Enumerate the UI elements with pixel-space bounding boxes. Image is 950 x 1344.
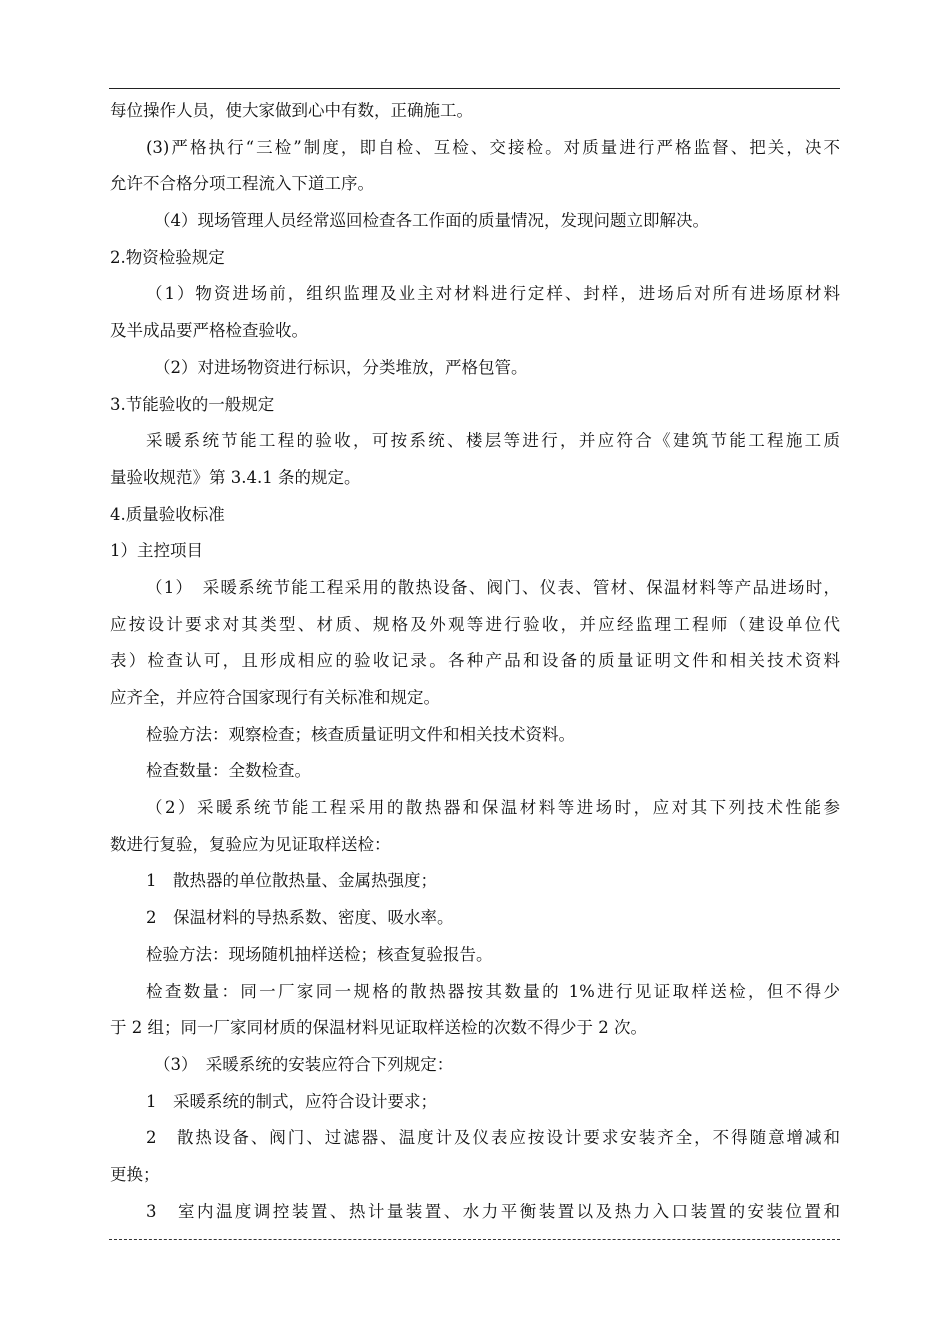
section-heading: 4.质量验收标准	[110, 504, 225, 524]
text-line: 采暖系统节能工程的验收，可按系统、楼层等进行，并应符合《建筑节能工程施工质	[146, 431, 840, 451]
text-line: 数进行复验，复验应为见证取样送检：	[110, 834, 391, 854]
list-item: 2 散热设备、阀门、过滤器、温度计及仪表应按设计要求安装齐全，不得随意增减和	[146, 1128, 840, 1148]
list-item: 1 采暖系统的制式，应符合设计要求；	[146, 1091, 437, 1111]
section-heading: 2.物资检验规定	[110, 247, 225, 267]
list-item: 2 保温材料的导热系数、密度、吸水率。	[146, 908, 454, 928]
text-line: 应齐全，并应符合国家现行有关标准和规定。	[110, 688, 440, 707]
text-line: 检验方法：现场随机抽样送检；核查复验报告。	[146, 944, 493, 964]
list-item: 3 室内温度调控装置、热计量装置、水力平衡装置以及热力入口装置的安装位置和	[146, 1201, 840, 1221]
section-heading: 3.节能验收的一般规定	[110, 394, 275, 414]
text-line: 允许不合格分项工程流入下道工序。	[110, 174, 374, 194]
text-line: 检查数量：同一厂家同一规格的散热器按其数量的 1%进行见证取样送检，但不得少	[146, 981, 840, 1001]
text-line: （2）对进场物资进行标识，分类堆放，严格包管。	[154, 357, 528, 377]
text-line: （2）采暖系统节能工程采用的散热器和保温材料等进场时，应对其下列技术性能参	[146, 798, 840, 818]
text-line: 检查数量：全数检查。	[146, 761, 311, 781]
text-line: （1） 采暖系统节能工程采用的散热设备、阀门、仪表、管材、保温材料等产品进场时，	[146, 577, 840, 597]
text-line: 量验收规范》第 3.4.1 条的规定。	[110, 467, 361, 487]
text-line: （3） 采暖系统的安装应符合下列规定：	[154, 1054, 454, 1074]
text-line: 每位操作人员，使大家做到心中有数，正确施工。	[110, 101, 473, 120]
text-line: 及半成品要严格检查验收。	[110, 321, 308, 341]
text-line: 应按设计要求对其类型、材质、规格及外观等进行验收，并应经监理工程师（建设单位代	[110, 614, 840, 634]
footer-rule	[109, 1239, 840, 1240]
text-line: 检验方法：观察检查；核查质量证明文件和相关技术资料。	[146, 724, 575, 744]
text-line: （1）物资进场前，组织监理及业主对材料进行定样、封样，进场后对所有进场原材料	[146, 284, 840, 304]
header-rule	[109, 88, 840, 89]
document-body	[110, 93, 840, 1230]
text-line: 表）检查认可，且形成相应的验收记录。各种产品和设备的质量证明文件和相关技术资料	[110, 651, 840, 671]
subsection-heading: 1）主控项目	[110, 541, 203, 561]
text-line: (3)严格执行“三检”制度，即自检、互检、交接检。对质量进行严格监督、把关，决不	[146, 137, 840, 157]
list-item: 1 散热器的单位散热量、金属热强度；	[146, 871, 437, 891]
text-line: 于 2 组；同一厂家同材质的保温材料见证取样送检的次数不得少于 2 次。	[110, 1018, 647, 1038]
text-line: （4）现场管理人员经常巡回检查各工作面的质量情况，发现问题立即解决。	[154, 211, 709, 231]
text-line: 更换；	[110, 1164, 160, 1184]
